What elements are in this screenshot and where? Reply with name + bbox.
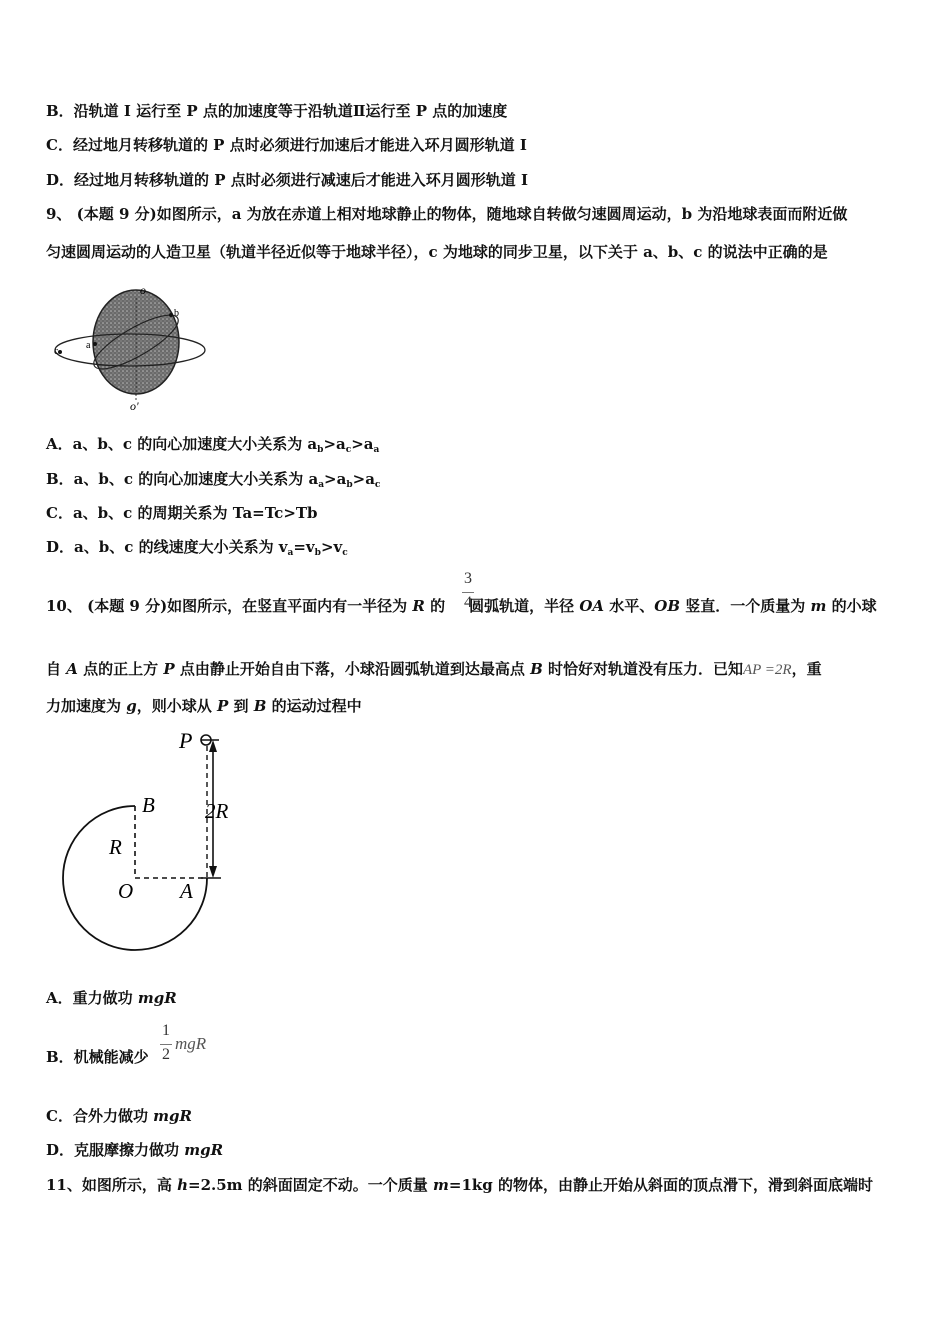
label-b: B [142, 793, 155, 817]
q10-option-b: B．机械能减少 [46, 1048, 149, 1066]
q10-option-c: C．合外力做功 mgR [46, 1107, 192, 1125]
label-r: R [109, 835, 122, 859]
q10-stem-line1: 10、 (本题 9 分)如图所示，在竖直平面内有一半径为 R 的 圆弧轨道，半径 OA 水平、OB 竖直．一个质量为 m 的小球 [46, 597, 877, 615]
arrow-head-down [209, 866, 217, 878]
label-p: P [179, 728, 193, 753]
q8-option-c: C．经过地月转移轨道的 P 点时必须进行加速后才能进入环月圆形轨道 I [46, 136, 527, 154]
label-o-bottom: o' [130, 399, 139, 413]
q9-option-c: C．a、b、c 的周期关系为 Ta=Tc>Tb [46, 504, 318, 522]
q10-stem-line2: 自 A 点的正上方 P 点由静止开始自由下落，小球沿圆弧轨道到达最高点 B 时恰好对轨道没有压力．已知AP =2R，重 [46, 660, 822, 678]
label-o: O [118, 879, 134, 903]
q9-option-b: B．a、b、c 的向心加速度大小关系为 $a_a>a_b>a_c$ [46, 470, 381, 490]
label-2r: 2R [205, 799, 229, 823]
label-o-top: o [140, 283, 146, 297]
label-c: c [54, 346, 59, 357]
q9-option-a: A．a、b、c 的向心加速度大小关系为 $a_b>a_c>a_a$ [46, 435, 380, 455]
q8-option-d: D．经过地月转移轨道的 P 点时必须进行减速后才能进入环月圆形轨道 I [46, 171, 528, 189]
q9-stem-line1: 9、 (本题 9 分)如图所示，a 为放在赤道上相对地球静止的物体，随地球自转做匀速圆周运动，b 为沿地球表面而附近做 [46, 205, 848, 223]
point-b [169, 313, 173, 317]
label-b: b [174, 308, 179, 319]
point-a [93, 342, 97, 346]
point-c [58, 350, 62, 354]
q9-stem-line2: 匀速圆周运动的人造卫星（轨道半径近似等于地球半径），c 为地球的同步卫星，以下关于 a、b、c 的说法中正确的是 [46, 243, 828, 261]
label-a: a [86, 340, 91, 351]
q10-option-a: A．重力做功 mgR [46, 989, 177, 1007]
q9-option-d: D．a、b、c 的线速度大小关系为 $v_a=v_b>v_c$ [46, 538, 348, 558]
q10-option-b-math: mgR [175, 1034, 207, 1053]
q11-stem-line1: 11、如图所示，高 h=2.5m 的斜面固定不动。一个质量 m=1kg 的物体，由静止开始从斜面的顶点滑下，滑到斜面底端时 [46, 1176, 873, 1194]
equation-ap: AP =2R [742, 662, 792, 678]
q10-stem-line3: 力加速度为 g，则小球从 P 到 B 的运动过程中 [46, 697, 362, 715]
label-a: A [180, 879, 193, 903]
q10-option-d: D．克服摩擦力做功 mgR [46, 1141, 224, 1159]
arc-track-figure [55, 722, 255, 954]
q8-option-b: B．沿轨道 I 运行至 P 点的加速度等于沿轨道Ⅱ运行至 P 点的加速度 [46, 102, 508, 120]
earth-satellite-figure [50, 282, 210, 416]
